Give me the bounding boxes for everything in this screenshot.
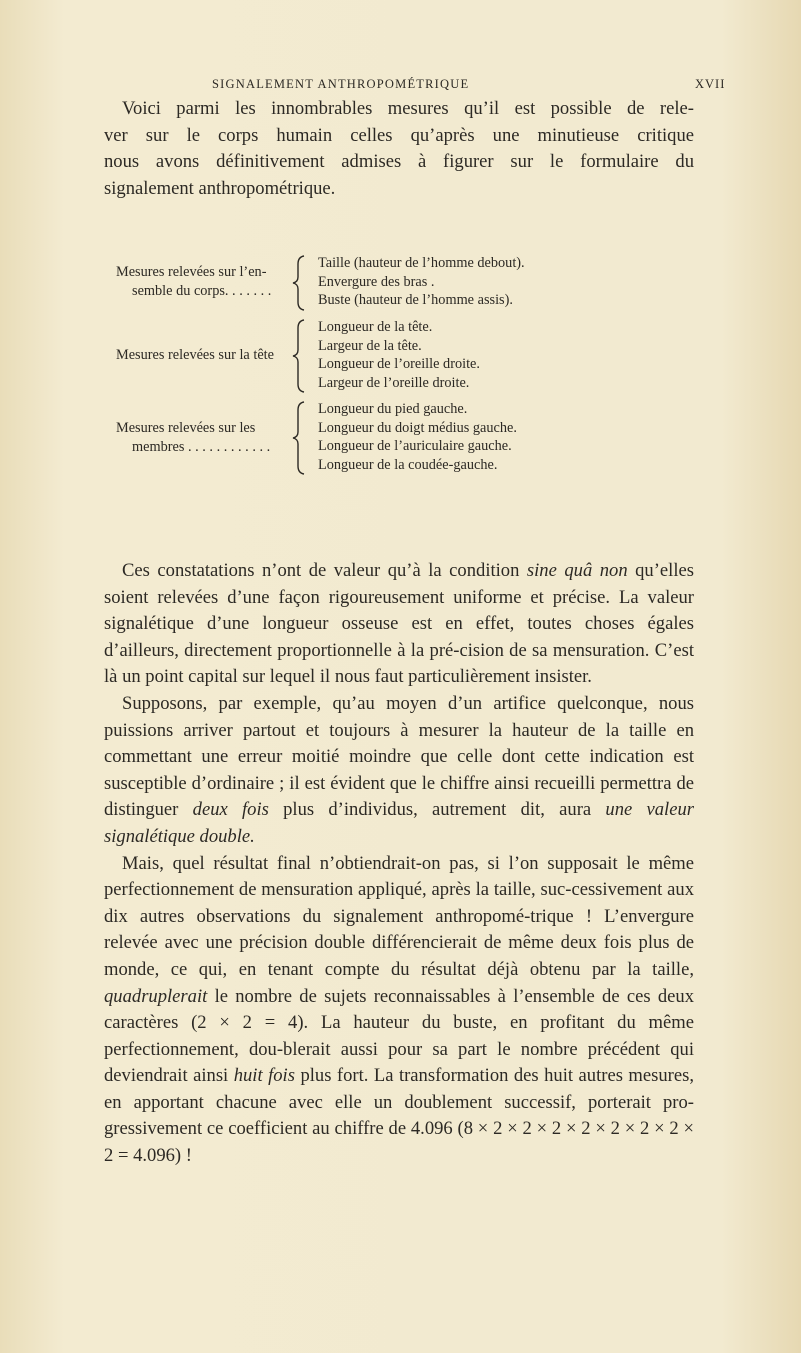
page-number: XVII — [695, 77, 726, 91]
intro-line: ver sur le corps humain celles qu’après une minutieuse critique — [104, 124, 694, 146]
group-label-line: Mesures relevées sur les — [116, 420, 256, 436]
text-run: plus d’individus, autrement dit, aura — [268, 799, 606, 821]
measure-item: Longueur du doigt médius gauche. — [318, 419, 517, 436]
brace-icon — [290, 318, 308, 394]
italic-run: huit fois — [233, 1065, 295, 1087]
text-run: le nombre de sujets reconnaissables à l’ensemble de ces deux caractères (2 × 2 = 4). La hauteur du buste, en profitant du même perfectionnement, dou-blerait aussi pour sa part le nombre précédent qui deviendrait ainsi — [104, 985, 694, 1087]
group-label — [104, 254, 290, 312]
paragraph — [104, 558, 694, 691]
brace-icon — [290, 400, 308, 476]
running-title: SIGNALEMENT ANTHROPOMÉTRIQUE — [212, 77, 470, 91]
measure-item: Longueur de l’auriculaire gauche. — [318, 438, 512, 455]
group-label-line: Mesures relevées sur l’en- — [116, 264, 267, 280]
measure-item: Longueur de la coudée-gauche. — [318, 456, 498, 473]
intro-line: nous avons définitivement admises à figurer sur le formulaire du — [104, 151, 694, 173]
text-run: plus fort. La transformation des huit autres mesures, en apportant chacune avec elle un doublement successif, porterait pro-gressivement ce coefficient au chiffre de 4.096 (8 × 2 × 2 × 2 × 2 × 2 × 2 × 2 × 2 = 4.096) ! — [104, 1065, 694, 1167]
measure-item: Buste (hauteur de l’homme assis). — [318, 292, 513, 309]
italic-run: sine quâ non — [526, 560, 628, 581]
text-run: qu’elles soient relevées d’une façon rigoureusement uniforme et précise. La valeur signalétique d’une longueur osseuse est en effet, toutes choses égales d’ailleurs, directement proportionnelle à la pré-cision de sa mensuration. C’est là un point capital sur lequel il nous faut particulièrement insister. — [104, 560, 694, 688]
paragraph — [104, 691, 694, 851]
measure-item: Longueur du pied gauche. — [318, 401, 468, 417]
group-label — [104, 318, 290, 394]
text-run: Supposons, par exemple, qu’au moyen d’un artifice quelconque, nous puissions arriver partout et toujours à mesurer la hauteur de la taille en commettant une erreur moitié moindre que celle dont cette indication est susceptible d’ordinaire ; il est évident que le chiffre ainsi recueilli permettra de distinguer — [104, 692, 694, 821]
group-label-line: semble du corps. . . . . . . — [132, 282, 272, 299]
measure-item: Largeur de l’oreille droite. — [318, 374, 470, 391]
italic-run: deux fois — [192, 799, 269, 821]
measure-item: Taille (hauteur de l’homme debout). — [318, 255, 525, 271]
intro-line: Voici parmi les innombrables mesures qu’il est possible de rele- — [122, 98, 694, 119]
body-text — [104, 558, 694, 1170]
measure-group-limbs — [104, 400, 704, 476]
measures-list — [104, 254, 704, 482]
group-items — [308, 254, 525, 312]
measure-group-body — [104, 254, 704, 312]
group-label-line: membres . . . . . . . . . . . . — [132, 438, 271, 455]
text-run: Mais, quel résultat final n’obtiendrait-on pas, si l’on supposait le même perfectionnement de mensuration appliqué, après la taille, suc-cessivement aux dix autres observations du signalement anthropomé-trique ! L’envergure relevée avec une précision double différencierait de même deux fois plus de monde, ce qui, en tenant compte du résultat déjà obtenu par la taille, — [104, 852, 694, 980]
brace-icon — [290, 254, 308, 312]
measure-item: Longueur de l’oreille droite. — [318, 356, 480, 373]
italic-run: une valeur signalétique double. — [104, 799, 695, 847]
group-items — [308, 318, 480, 394]
measure-item: Envergure des bras . — [318, 273, 435, 290]
intro-paragraph — [104, 96, 694, 202]
measure-item: Longueur de la tête. — [318, 319, 433, 335]
group-label-line: Mesures relevées sur la tête — [116, 347, 274, 363]
text-run: Ces constatations n’ont de valeur qu’à la condition — [122, 560, 527, 581]
measure-item: Largeur de la tête. — [318, 337, 422, 354]
group-items — [308, 400, 517, 476]
intro-line: signalement anthropométrique. — [104, 177, 336, 199]
italic-run: quadruplerait — [104, 985, 208, 1007]
group-label — [104, 400, 290, 476]
paragraph — [104, 851, 694, 1170]
measure-group-head — [104, 318, 704, 394]
